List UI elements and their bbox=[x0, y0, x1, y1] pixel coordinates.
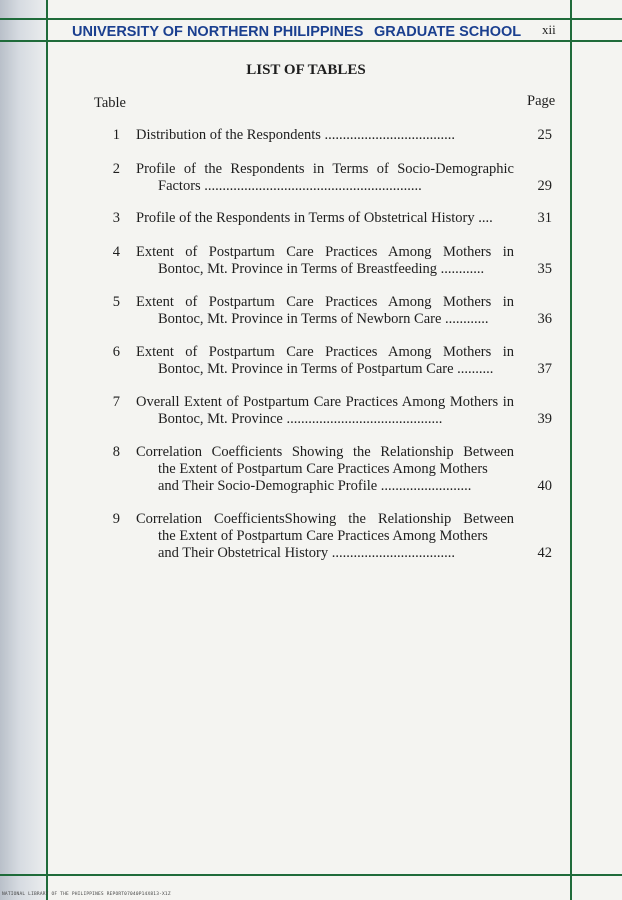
page-column-header: Page bbox=[527, 93, 556, 109]
scan-shadow-edge bbox=[0, 0, 48, 900]
table-number: 2 bbox=[112, 161, 120, 177]
table-caption: Extent of Postpartum Care Practices Among Mothers in Bontoc, Mt. Province in Terms of Newborn Care ............ bbox=[136, 294, 514, 327]
table-number: 9 bbox=[112, 511, 120, 527]
table-number: 5 bbox=[112, 294, 120, 310]
table-page: 42 bbox=[537, 545, 552, 561]
table-page: 25 bbox=[537, 127, 552, 143]
table-caption: Extent of Postpartum Care Practices Among Mothers in Bontoc, Mt. Province in Terms of Breastfeeding ............ bbox=[136, 244, 514, 277]
table-caption: Extent of Postpartum Care Practices Among Mothers in Bontoc, Mt. Province in Terms of Postpartum Care .......... bbox=[136, 344, 514, 377]
table-caption: Profile of the Respondents in Terms of Socio-Demographic Factors ............................................................ bbox=[136, 161, 514, 194]
left-border-line bbox=[46, 0, 48, 900]
table-caption: Profile of the Respondents in Terms of Obstetrical History .... bbox=[136, 210, 493, 226]
table-page: 37 bbox=[537, 361, 552, 377]
table-page: 36 bbox=[537, 311, 552, 327]
right-border-line bbox=[570, 0, 572, 900]
table-caption: Correlation Coefficients Showing the Relationship Between the Extent of Postpartum Care Practices Among Mothers and Their Socio-Demographic Profile ......................... bbox=[136, 444, 514, 494]
page-title: LIST OF TABLES bbox=[246, 62, 366, 78]
table-number: 6 bbox=[112, 344, 120, 360]
page-number: xii bbox=[542, 22, 556, 37]
table-number: 3 bbox=[112, 210, 120, 226]
table-caption: Distribution of the Respondents .................................... bbox=[136, 127, 455, 143]
table-page: 39 bbox=[537, 411, 552, 427]
table-page: 40 bbox=[537, 478, 552, 494]
header-rule-top bbox=[0, 18, 622, 20]
library-scan-stamp: NATIONAL LIBRARY OF THE PHILIPPINES REPORT07040P14X813-X1Z bbox=[2, 892, 171, 897]
table-column-header: Table bbox=[94, 95, 126, 111]
table-page: 29 bbox=[537, 178, 552, 194]
table-caption: Correlation CoefficientsShowing the Relationship Between the Extent of Postpartum Care Practices Among Mothers and Their Obstetrical History .................................. bbox=[136, 511, 514, 561]
table-number: 7 bbox=[112, 394, 120, 410]
table-caption: Overall Extent of Postpartum Care Practices Among Mothers in Bontoc, Mt. Province ........................................... bbox=[136, 394, 514, 427]
footer-rule bbox=[0, 874, 622, 876]
table-page: 31 bbox=[537, 210, 552, 226]
graduate-school-label: GRADUATE SCHOOL bbox=[374, 24, 522, 40]
table-number: 8 bbox=[112, 444, 120, 460]
university-name: UNIVERSITY OF NORTHERN PHILIPPINES bbox=[72, 24, 364, 40]
table-number: 4 bbox=[112, 244, 120, 260]
header-rule-bottom bbox=[0, 40, 622, 42]
table-page: 35 bbox=[537, 261, 552, 277]
table-number: 1 bbox=[112, 127, 120, 143]
